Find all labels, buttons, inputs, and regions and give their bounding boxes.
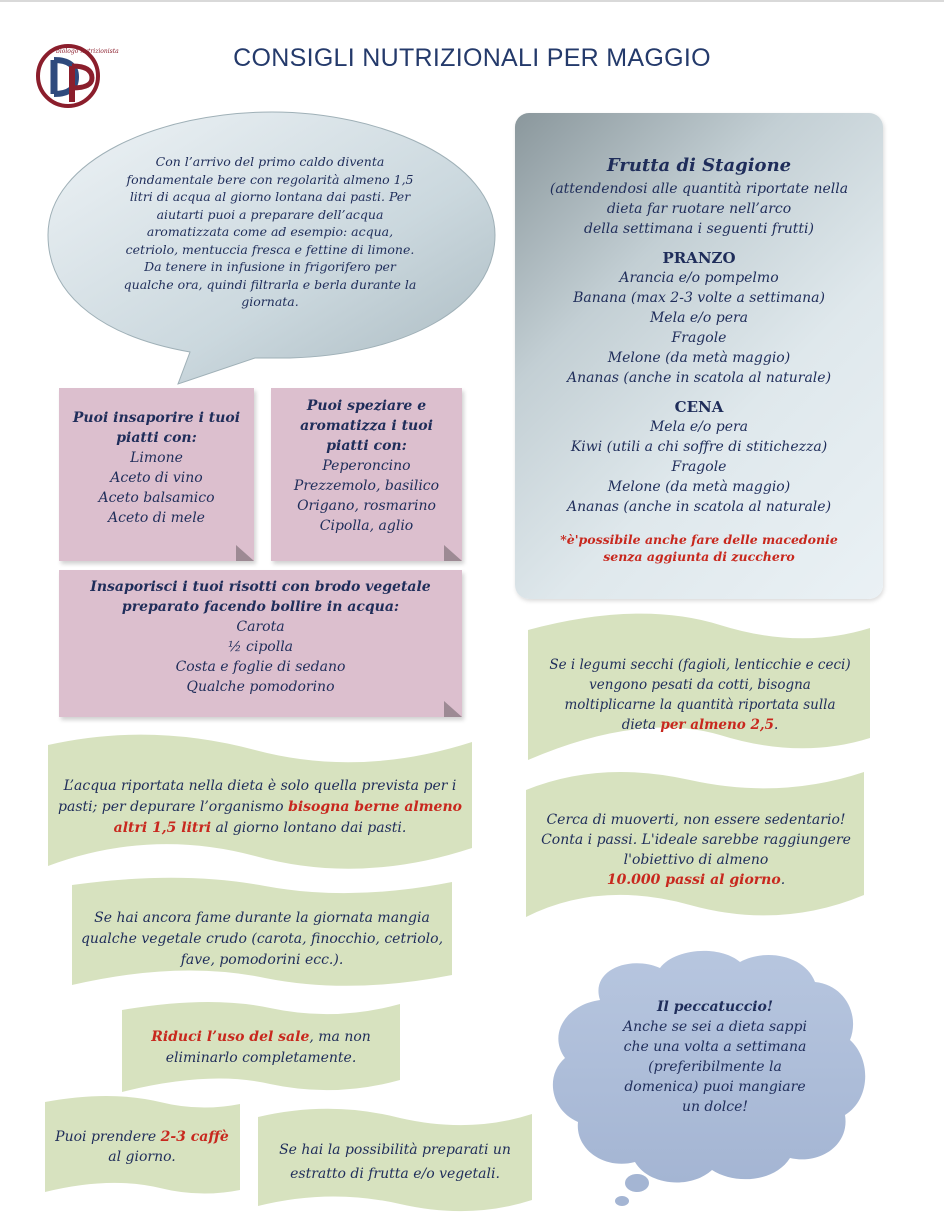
fruit-note: *è'possibile anche fare delle macedonie	[560, 532, 838, 547]
broth-item: Carota	[236, 619, 285, 635]
lunch-item: Melone (da metà maggio)	[607, 350, 791, 366]
flavor-item: Aceto di vino	[110, 470, 203, 486]
water-bubble-line: qualche ora, quindi filtrarla e berla durante la	[123, 276, 417, 292]
salt-line: eliminarlo completamente.	[165, 1050, 357, 1066]
steps-line: l'obiettivo di almeno	[623, 852, 769, 868]
water-bubble-line: aromatizzata come ad esempio: acqua,	[146, 224, 394, 239]
spice-note-title: piatti con:	[326, 438, 407, 454]
legumes-tip	[530, 655, 870, 735]
water-tip-highlight: bisogna berne almeno	[288, 799, 462, 815]
water-bubble-line: fondamentale bere con regolarità almeno 1,5	[126, 171, 414, 187]
flavor-item: Limone	[130, 450, 183, 466]
flavor-note-title: Puoi insaporire i tuoi piatti con:	[72, 410, 241, 446]
page-fold-icon	[444, 701, 462, 717]
water-tip-line: L’acqua riportata nella dieta è solo quella prevista per i	[63, 778, 457, 794]
spice-note-title: Puoi speziare e	[306, 398, 427, 414]
salt-highlight: Riduci l’uso del sale	[151, 1029, 310, 1045]
steps-line: Conta i passi. L'ideale sarebbe raggiungere	[541, 832, 851, 848]
spice-item: Peperoncino	[322, 458, 411, 474]
salt-tip	[124, 1027, 398, 1069]
broth-note-title: Insaporisci i tuoi risotti con brodo vegetale	[90, 579, 431, 595]
treat-line: che una volta a settimana	[623, 1039, 807, 1055]
lunch-item: Mela e/o pera	[649, 310, 749, 326]
fruit-note: senza aggiunta di zucchero	[603, 549, 795, 564]
treat-title: Il peccatuccio!	[656, 999, 774, 1015]
hunger-tip	[74, 908, 450, 971]
logo-caption: biologo nutrizionista	[56, 48, 119, 55]
broth-item: Costa e foglie di sedano	[175, 659, 346, 675]
seasonal-fruit-panel	[515, 113, 883, 599]
page-fold-icon	[444, 545, 462, 561]
dinner-item: Ananas (anche in scatola al naturale)	[566, 499, 832, 515]
dinner-item: Kiwi (utili a chi soffre di stitichezza)	[570, 439, 828, 455]
steps-line: .	[780, 872, 786, 888]
salt-line: , ma non	[309, 1029, 371, 1045]
fruit-intro-line: (attendendosi alle quantità riportate nella	[549, 181, 849, 197]
page-title: CONSIGLI NUTRIZIONALI PER MAGGIO	[233, 44, 711, 72]
lunch-heading: PRANZO	[662, 249, 736, 267]
treat-line: domenica) puoi mangiare	[624, 1079, 806, 1095]
flavor-item: Aceto di mele	[108, 510, 205, 526]
coffee-tip	[47, 1127, 237, 1167]
water-bubble-line: Da tenere in infusione in frigorifero per	[144, 259, 396, 274]
fruit-intro-line: della settimana i seguenti frutti)	[584, 221, 814, 237]
steps-line: Cerca di muoverti, non essere sedentario!	[546, 812, 846, 828]
coffee-line: al giorno.	[108, 1149, 176, 1165]
water-tip-line: pasti; per depurare l’organismo	[58, 799, 289, 815]
dinner-item: Fragole	[671, 459, 727, 475]
fruit-title: Frutta di Stagione	[606, 155, 792, 176]
broth-note-title: preparato facendo bollire in acqua:	[121, 599, 400, 615]
water-bubble-text	[100, 153, 440, 311]
dinner-item: Melone (da metà maggio)	[607, 479, 791, 495]
legumes-line: dieta	[621, 717, 661, 733]
treat-line: un dolce!	[681, 1099, 749, 1115]
dinner-item: Mela e/o pera	[649, 419, 749, 435]
water-tip-highlight: altri 1,5 litri	[113, 820, 212, 836]
water-bubble-line: giornata.	[241, 294, 299, 309]
flavor-note	[59, 388, 254, 561]
hunger-line: fave, pomodorini ecc.).	[180, 952, 344, 968]
spice-note-title: aromatizza i tuoi	[300, 418, 433, 434]
legumes-line: .	[774, 717, 779, 733]
water-tip	[50, 776, 470, 839]
juice-line: Se hai la possibilità preparati un	[279, 1142, 511, 1158]
lunch-item: Arancia e/o pompelmo	[619, 270, 779, 286]
juice-tip	[260, 1138, 530, 1186]
spice-item: Prezzemolo, basilico	[293, 478, 440, 494]
steps-tip	[528, 810, 864, 890]
hunger-line: Se hai ancora fame durante la giornata mangia	[94, 910, 430, 926]
lunch-item: Banana (max 2-3 volte a settimana)	[573, 290, 825, 306]
lunch-item: Ananas (anche in scatola al naturale)	[566, 370, 832, 386]
broth-note	[59, 570, 462, 717]
broth-item: Qualche pomodorino	[186, 679, 335, 695]
treat-line: Anche se sei a dieta sappi	[623, 1019, 807, 1035]
dinner-heading: CENA	[674, 398, 724, 416]
legumes-highlight: per almeno 2,5	[660, 717, 775, 733]
spice-item: Cipolla, aglio	[319, 518, 414, 534]
juice-line: estratto di frutta e/o vegetali.	[290, 1166, 500, 1182]
water-bubble-line: litri di acqua al giorno lontana dai pasti. Per	[129, 189, 411, 204]
steps-highlight: 10.000 passi al giorno	[606, 872, 781, 888]
legumes-line: Se i legumi secchi (fagioli, lenticchie e ceci)	[549, 657, 851, 673]
broth-item: ½ cipolla	[227, 639, 294, 655]
spice-note	[271, 388, 462, 561]
flavor-item: Aceto balsamico	[98, 490, 215, 506]
legumes-line: vengono pesati da cotti, bisogna	[589, 677, 811, 693]
treat-line: (preferibilmente la	[648, 1059, 782, 1075]
coffee-highlight: 2-3 caffè	[160, 1129, 229, 1145]
spice-item: Origano, rosmarino	[297, 498, 436, 514]
water-bubble-line: Con l’arrivo del primo caldo diventa	[155, 154, 385, 169]
fruit-intro-line: dieta far ruotare nell’arco	[606, 201, 792, 217]
coffee-line: Puoi prendere	[55, 1129, 161, 1145]
lunch-item: Fragole	[671, 330, 727, 346]
page-fold-icon	[236, 545, 254, 561]
water-bubble-line: cetriolo, mentuccia fresca e fettine di limone.	[125, 241, 415, 257]
water-bubble-line: aiutarti puoi a preparare dell’acqua	[156, 206, 384, 222]
water-tip-line: al giorno lontano dai pasti.	[211, 820, 407, 836]
legumes-line: moltiplicarne la quantità riportata sulla	[564, 697, 836, 713]
treat-tip	[590, 997, 840, 1117]
hunger-line: qualche vegetale crudo (carota, finocchio, cetriolo,	[80, 931, 444, 947]
